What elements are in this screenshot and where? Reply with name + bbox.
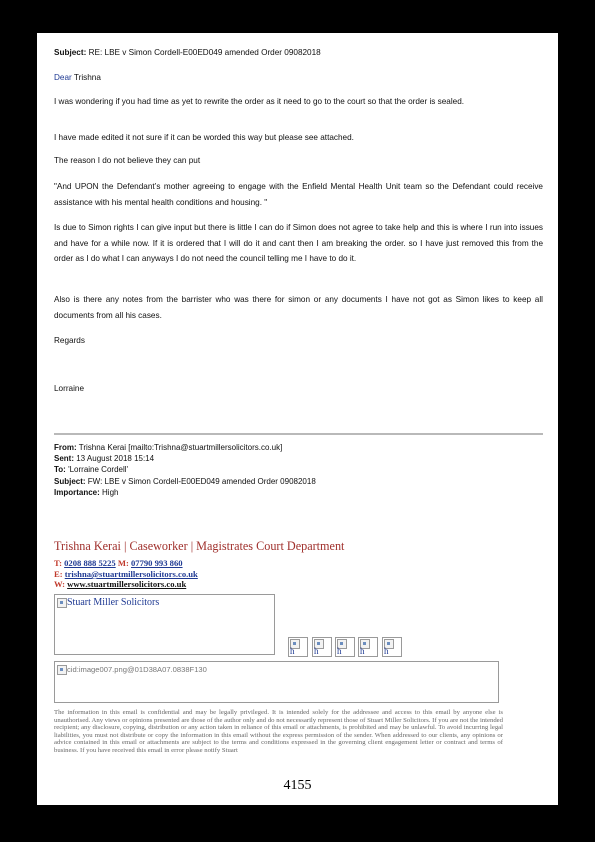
email-paragraph-5: Also is there any notes from the barrister who was there for simon or any documents I have not got as Simon likes to keep all documents from all his cases. (54, 295, 543, 320)
fwd-from-value: Trishna Kerai [mailto:Trishna@stuartmillersolicitors.co.uk] (78, 443, 283, 452)
broken-image-icon (57, 598, 67, 608)
image-alt-text: h (360, 646, 365, 656)
fwd-subject-value: FW: LBE v Simon Cordell-E00ED049 amended Order 09082018 (87, 477, 316, 486)
social-image-4[interactable] (358, 637, 378, 657)
social-image-5[interactable] (382, 637, 402, 657)
fwd-subject-label: Subject: (54, 477, 86, 486)
signature-title: Trishna Kerai | Caseworker | Magistrates Court Department (54, 539, 345, 553)
social-image-2[interactable] (312, 637, 332, 657)
broken-image-icon (57, 665, 67, 675)
email-label: E: (54, 569, 63, 579)
image-alt-text: h (337, 646, 342, 656)
signature-banner-image (54, 661, 499, 703)
fwd-from-label: From: (54, 443, 77, 452)
fwd-to-value: 'Lorraine Cordell' (68, 465, 129, 474)
logo-alt-text: Stuart Miller Solicitors (67, 597, 160, 608)
fwd-from-line (54, 443, 282, 453)
greeting (54, 70, 543, 86)
signoff-name: Lorraine (54, 384, 85, 393)
image-alt-text: h (290, 646, 295, 656)
page-number: 4155 (283, 778, 312, 793)
email-paragraph-1: I was wondering if you had time as yet to rewrite the order as it need to go to the court so that the order is sealed. (54, 97, 465, 106)
greeting-dear: Dear (54, 73, 72, 82)
document-page (37, 33, 558, 805)
fwd-to-label: To: (54, 465, 66, 474)
tel-label: T: (54, 558, 62, 568)
web-label: W: (54, 579, 65, 589)
company-logo-image (54, 594, 275, 655)
email-paragraph-4: Is due to Simon rights I can give input but there is little I can do if Simon does not agree to take help and this is where I run into issues and have for a while now. If it is ordered that I will do it and cant then I am breaking the order. so I have just removed this from the order as I do what I can anyways I do not need the council telling me I have to do it. (54, 223, 543, 264)
fwd-sent-label: Sent: (54, 454, 74, 463)
image-alt-text: h (314, 646, 319, 656)
email-subject-line (54, 45, 543, 61)
subject-text: RE: LBE v Simon Cordell-E00ED049 amended Order 09082018 (88, 48, 321, 57)
fwd-subject-line (54, 477, 316, 487)
fwd-sent-value: 13 August 2018 15:14 (76, 454, 155, 463)
social-image-1[interactable] (288, 637, 308, 657)
mob-label: M: (117, 558, 129, 568)
legal-disclaimer: The information in this email is confidential and may be legally privileged. It is intended solely for the addressee and access to this email by anyone else is unauthorised. Any views or opinions presented are those of the author only and do not necessarily represent those of Stuart Miller Solicitors. If you are not the intended recipient; any disclosure, copying, distribution or any action taken in reliance of this email or attachments, is prohibited and may be unlawful. To avoid incurring legal liabilities, you must not distribute or copy the information in this email without the express permission of the sender. When addressed to our clients, any opinions or advice contained in this email or attachments are subject to the terms and conditions expressed in the governing client engagement letter or contract and terms of business. If you have received this email in error please notify Stuart (54, 709, 503, 754)
image-alt-text: h (384, 646, 389, 656)
tel-link[interactable]: 0208 888 5225 (64, 558, 116, 568)
fwd-importance-label: Importance: (54, 488, 100, 497)
banner-alt-text: cid:image007.png@01D38A07.0838F130 (67, 665, 207, 674)
fwd-importance-value: High (102, 488, 119, 497)
email-paragraph-2: I have made edited it not sure if it can be worded this way but please see attached. (54, 133, 354, 142)
separator-line (54, 433, 543, 435)
signature-email-line (54, 569, 198, 579)
signature-phone-line (54, 558, 183, 568)
signature-web-line (54, 579, 186, 589)
regards: Regards (54, 336, 85, 345)
subject-label: Subject: (54, 48, 87, 57)
fwd-to-line (54, 465, 128, 475)
web-link[interactable]: www.stuartmillersolicitors.co.uk (67, 579, 187, 589)
fwd-importance-line (54, 488, 118, 498)
greeting-name: Trishna (73, 73, 101, 82)
social-image-3[interactable] (335, 637, 355, 657)
email-link[interactable]: trishna@stuartmillersolicitors.co.uk (64, 569, 198, 579)
email-paragraph-3: The reason I do not believe they can put (54, 156, 201, 165)
fwd-sent-line (54, 454, 154, 464)
mob-link[interactable]: 07790 993 860 (130, 558, 183, 568)
email-paragraph-quote: "And UPON the Defendant’s mother agreeing to engage with the Enfield Mental Health Unit team so the Defendant could receive assistance with his mental health conditions and housing. " (54, 182, 543, 207)
